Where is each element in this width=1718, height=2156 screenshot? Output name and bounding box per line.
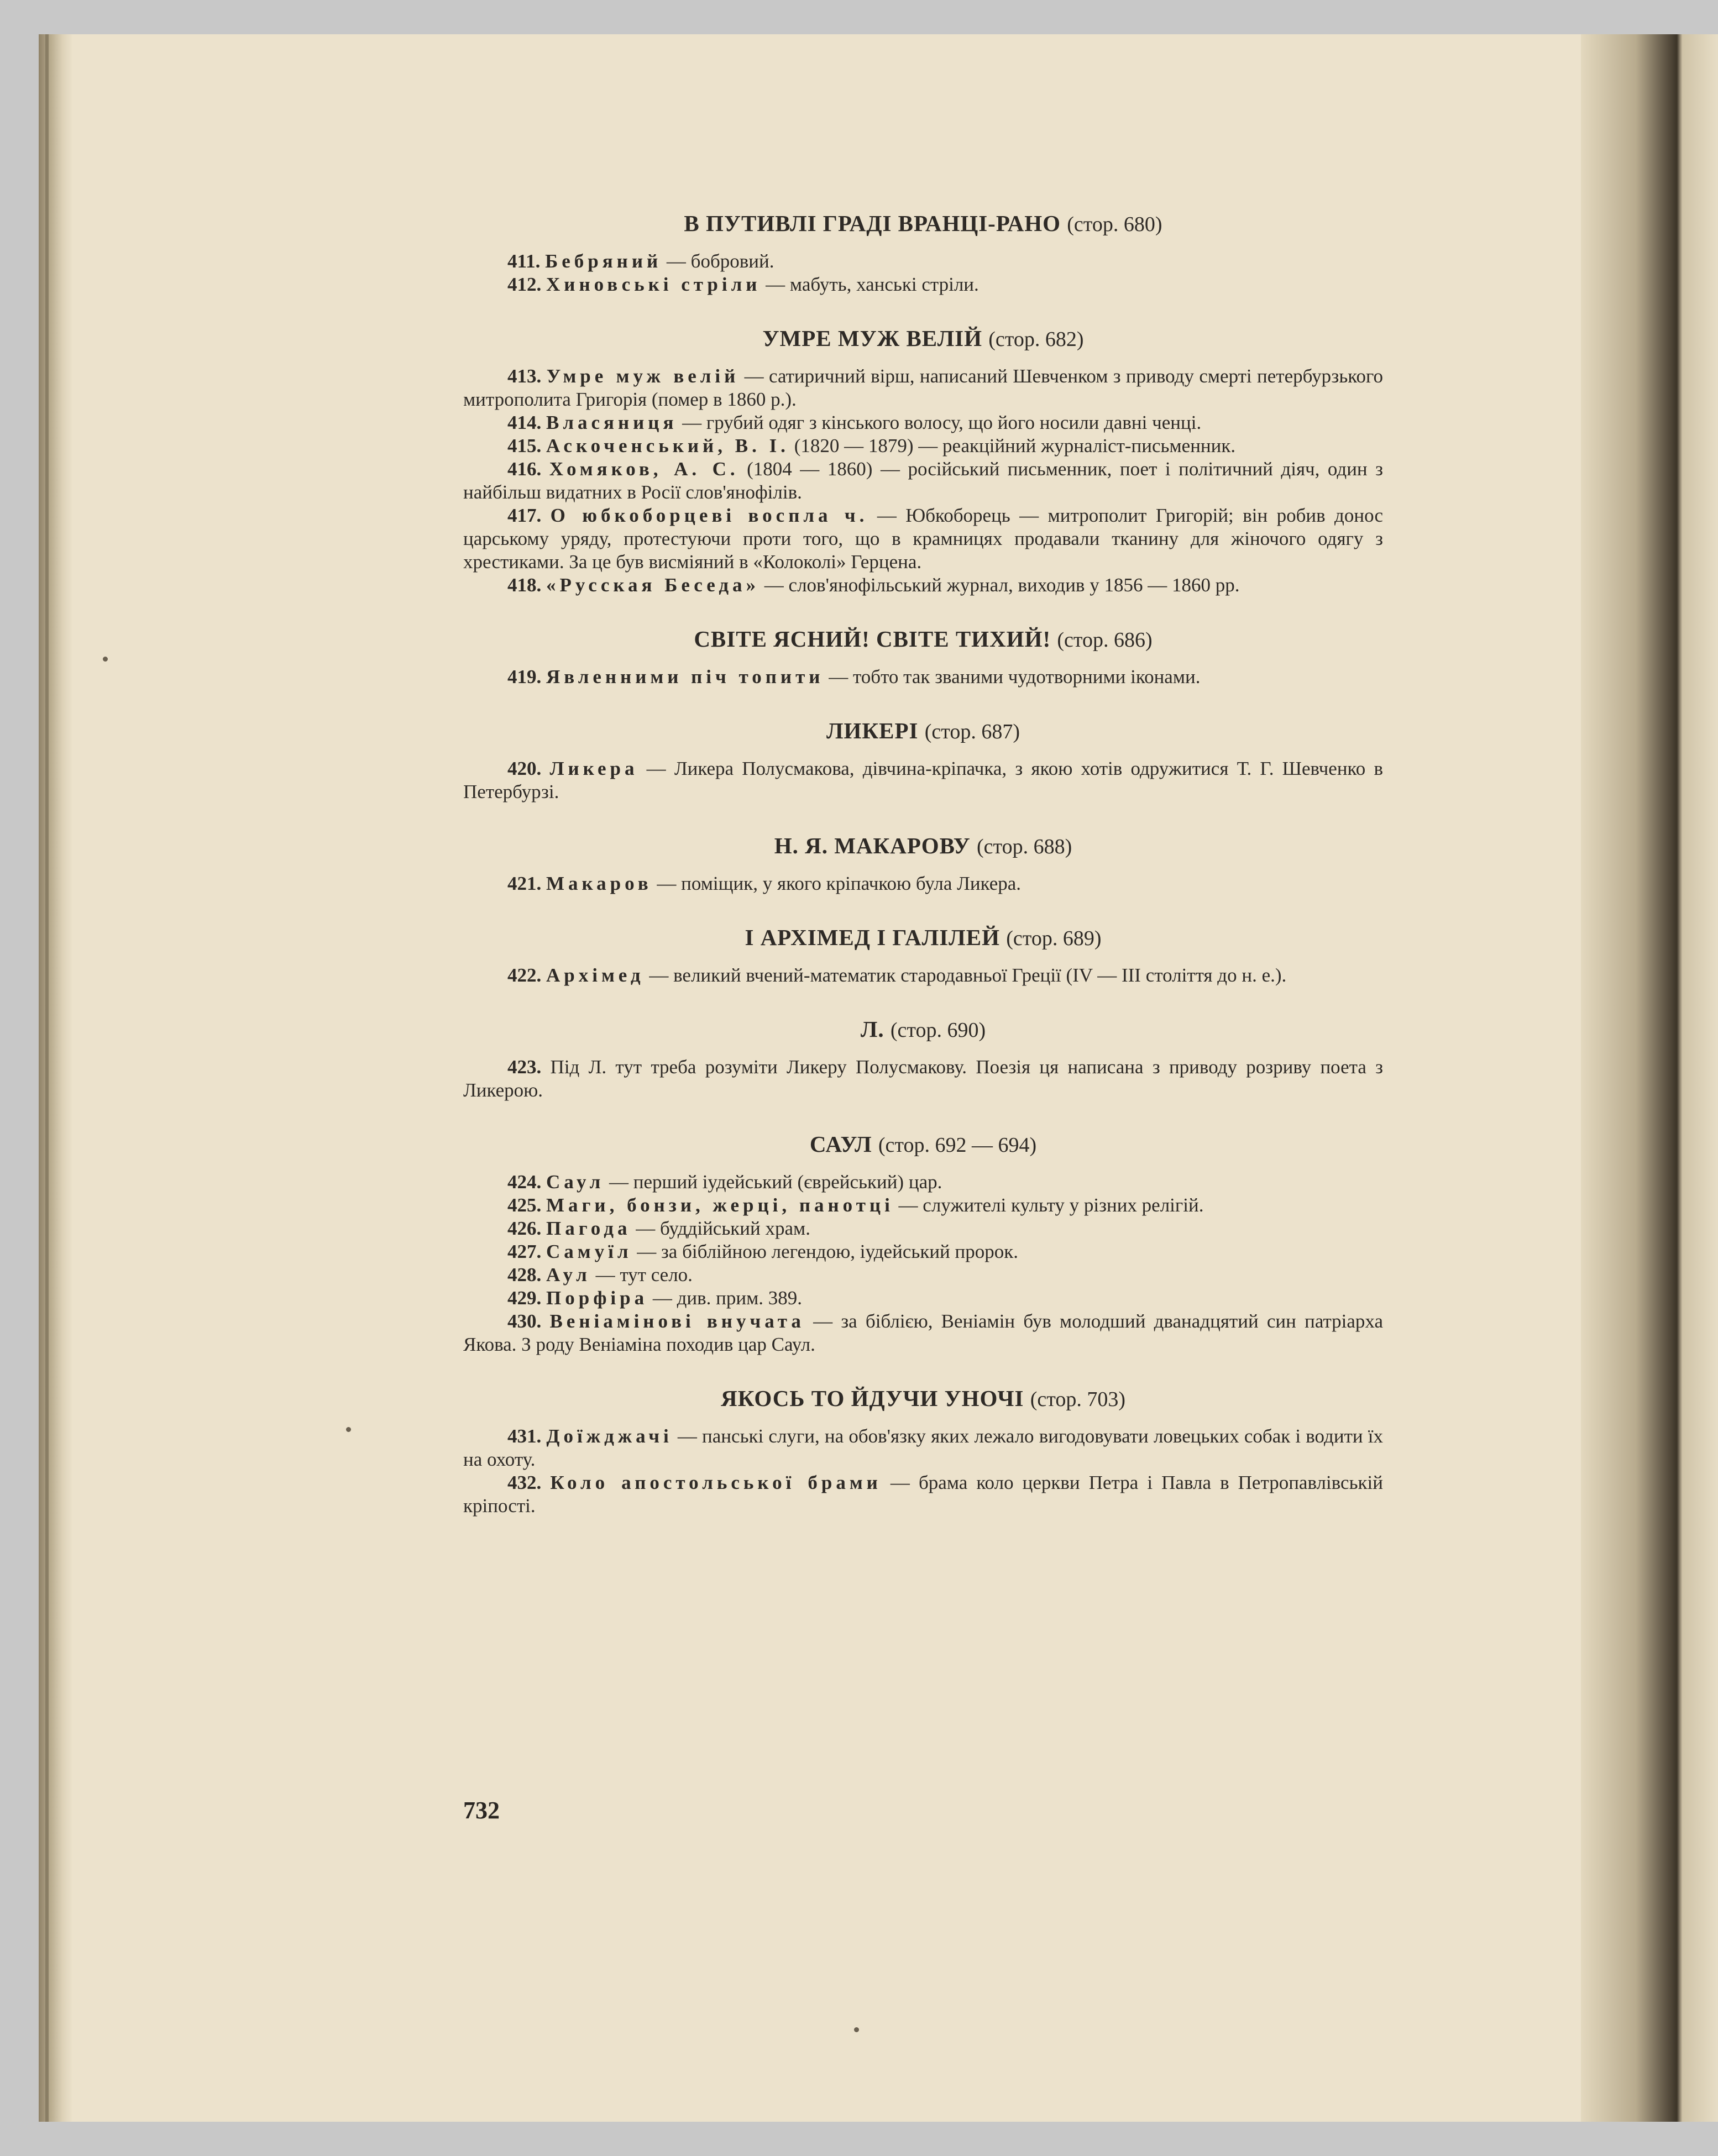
section-title: І АРХІМЕД І ГАЛІЛЕЙ [745, 925, 1000, 950]
section-page-ref: (стор. 687) [924, 720, 1020, 743]
section-page-ref: (стор. 692 — 694) [878, 1134, 1037, 1157]
notes-section [463, 210, 1383, 296]
footnote [463, 665, 1383, 689]
section-gap [463, 689, 1383, 717]
section-page-ref: (стор. 680) [1067, 213, 1162, 236]
section-heading [463, 1016, 1383, 1043]
footnote-number: 431. [507, 1425, 542, 1447]
footnote [463, 365, 1383, 411]
footnote-number: 414. [507, 412, 542, 433]
footnote-text: — Ликера Полусмакова, дівчина-кріпачка, з якою хотів одружитися Т. Г. Шевченко в Петербурзі. [463, 758, 1383, 802]
section-heading [463, 832, 1383, 860]
footnote-number: 425. [507, 1194, 542, 1216]
section-heading [463, 325, 1383, 353]
footnote-term: Макаров [546, 873, 652, 894]
notes-section [463, 832, 1383, 895]
footnote-number: 419. [507, 666, 542, 688]
section-gap [463, 987, 1383, 1016]
footnote-text: — тобто так званими чудотворними іконами. [824, 666, 1201, 688]
section-gap [463, 1102, 1383, 1131]
footnote-number: 417. [507, 505, 542, 526]
footnote-number: 428. [507, 1264, 542, 1286]
footnote [463, 504, 1383, 574]
binding-edge [45, 34, 49, 2122]
footnote-text: — буддійський храм. [631, 1218, 810, 1239]
footnote-term: Умре муж велій [546, 365, 740, 387]
footnote [463, 1263, 1383, 1287]
heading-gap [463, 1043, 1383, 1056]
footnote-term: Ликера [549, 758, 638, 779]
section-gap [463, 1356, 1383, 1385]
footnote-number: 420. [507, 758, 542, 779]
footnote-text: — див. прим. 389. [648, 1287, 803, 1309]
footnote [463, 872, 1383, 895]
footnote [463, 1194, 1383, 1217]
notes-page [463, 210, 1383, 1518]
footnote-number: 415. [507, 435, 542, 457]
section-gap [463, 597, 1383, 626]
footnote-term: Самуїл [546, 1241, 632, 1262]
footnote-text: — сатиричний вірш, написаний Шевченком з приводу смерті петербурзького митрополита Григорія (помер в 1860 р.). [463, 365, 1384, 410]
heading-gap [463, 860, 1383, 872]
section-gap [463, 296, 1383, 325]
section-page-ref: (стор. 703) [1030, 1388, 1125, 1411]
footnote-text: — бобровий. [662, 250, 774, 272]
book-gutter-shadow [1581, 34, 1718, 2122]
footnote [463, 273, 1383, 296]
footnote-text: — за біблійною легендою, іудейський пророк. [632, 1241, 1019, 1262]
section-title: СВІТЕ ЯСНИЙ! СВІТЕ ТИХИЙ! [694, 626, 1051, 652]
footnote-text: — Юбкоборець — митрополит Григорій; він робив донос царському уряду, протестуючи проти того, що в крамницях продавали тканину для жіночого одягу з хрестиками. За це був висміяний в «Колоколі» Герцена. [463, 505, 1384, 573]
page-number: 732 [463, 1797, 500, 1824]
paper-speck [346, 1427, 351, 1432]
heading-gap [463, 353, 1383, 365]
footnote-term: Архімед [546, 964, 645, 986]
section-page-ref: (стор. 686) [1057, 628, 1153, 652]
footnote [463, 757, 1383, 804]
footnote-text: — служителі культу у різних релігій. [893, 1194, 1204, 1216]
footnote [463, 1056, 1383, 1102]
footnote [463, 1287, 1383, 1310]
footnote-term: Хиновські стріли [546, 274, 761, 295]
section-page-ref: (стор. 689) [1006, 927, 1102, 950]
section-heading [463, 924, 1383, 952]
footnote-number: 413. [507, 365, 542, 387]
footnote-text: — тут село. [590, 1264, 693, 1286]
footnote [463, 1425, 1383, 1471]
footnote-number: 418. [507, 574, 542, 596]
footnote-text: — панські слуги, на обов'язку яких лежало вигодовувати ловецьких собак і водити їх на охоту. [463, 1425, 1383, 1470]
footnote-number: 424. [507, 1171, 542, 1193]
footnote-text: — за біблією, Веніамін був молодший дванадцятий син патріарха Якова. З роду Веніаміна походив цар Саул. [463, 1310, 1384, 1355]
heading-gap [463, 653, 1383, 665]
footnote [463, 1171, 1383, 1194]
footnote-term: Аул [546, 1264, 591, 1286]
footnote-number: 416. [507, 458, 542, 480]
section-page-ref: (стор. 690) [890, 1019, 986, 1042]
footnote [463, 1471, 1383, 1518]
section-page-ref: (стор. 682) [988, 328, 1084, 351]
paper-speck [103, 657, 108, 662]
section-title: САУЛ [809, 1131, 872, 1157]
footnote [463, 250, 1383, 273]
section-heading [463, 1385, 1383, 1413]
footnote-term: Порфіра [546, 1287, 648, 1309]
footnote-number: 412. [507, 274, 542, 295]
footnote-number: 411. [507, 250, 541, 272]
footnote [463, 1310, 1383, 1356]
footnote [463, 1240, 1383, 1263]
footnote-term: Доїжджачі [546, 1425, 673, 1447]
footnote-term: Бебряний [545, 250, 662, 272]
footnote-number: 429. [507, 1287, 542, 1309]
notes-section [463, 1016, 1383, 1102]
footnote-text: — мабуть, ханські стріли. [761, 274, 979, 295]
notes-section [463, 1385, 1383, 1518]
footnote-number: 421. [507, 873, 542, 894]
section-title: ЯКОСЬ ТО ЙДУЧИ УНОЧІ [721, 1386, 1024, 1411]
footnote [463, 411, 1383, 434]
footnote-term: Аскоченський, В. І. [546, 435, 789, 457]
footnote [463, 574, 1383, 597]
footnote-number: 427. [507, 1241, 542, 1262]
section-title: Н. Я. МАКАРОВУ [774, 833, 971, 858]
footnote-term: О юбкоборцеві воспла ч. [550, 505, 868, 526]
notes-section [463, 626, 1383, 689]
footnote-text: — поміщик, у якого кріпачкою була Ликера. [652, 873, 1022, 894]
heading-gap [463, 745, 1383, 757]
footnote-text: (1820 — 1879) — реакційний журналіст-письменник. [789, 435, 1236, 457]
footnote [463, 1217, 1383, 1240]
footnote-text: — грубий одяг з кінського волосу, що його носили давні ченці. [677, 412, 1202, 433]
footnote-term: Явленними піч топити [546, 666, 824, 688]
footnote-text: — перший іудейський (єврейський) цар. [604, 1171, 942, 1193]
section-heading [463, 210, 1383, 238]
footnote-term: Веніамінові внучата [549, 1310, 805, 1332]
notes-section [463, 1131, 1383, 1356]
section-gap [463, 804, 1383, 832]
footnote [463, 458, 1383, 504]
section-title: Л. [860, 1016, 884, 1042]
section-heading [463, 717, 1383, 745]
section-title: УМРЕ МУЖ ВЕЛІЙ [762, 326, 983, 351]
section-page-ref: (стор. 688) [976, 835, 1072, 858]
heading-gap [463, 1413, 1383, 1425]
footnote [463, 964, 1383, 987]
footnote [463, 434, 1383, 458]
footnote-number: 422. [507, 964, 542, 986]
footnote-term: Хомяков, А. С. [549, 458, 739, 480]
footnote-text: — великий вчений-математик стародавньої Греції (IV — III століття до н. е.). [644, 964, 1287, 986]
heading-gap [463, 1158, 1383, 1171]
footnote-term: Маги, бонзи, жерці, панотці [546, 1194, 894, 1216]
notes-section [463, 325, 1383, 597]
notes-section [463, 717, 1383, 804]
section-title: В ПУТИВЛІ ГРАДІ ВРАНЦІ-РАНО [684, 211, 1061, 236]
section-gap [463, 895, 1383, 924]
footnote-term: «Русская Беседа» [546, 574, 760, 596]
footnote-term: Саул [546, 1171, 605, 1193]
page-binding-shadow [39, 34, 73, 2122]
paper-speck [854, 2027, 859, 2032]
section-heading [463, 626, 1383, 653]
heading-gap [463, 238, 1383, 250]
footnote-term: Пагода [546, 1218, 631, 1239]
footnote-text: — брама коло церкви Петра і Павла в Петропавлівській кріпості. [463, 1472, 1383, 1517]
footnote-term: Власяниця [546, 412, 678, 433]
footnote-number: 423. [507, 1056, 542, 1078]
footnote-number: 426. [507, 1218, 542, 1239]
footnote-text: Під Л. тут треба розуміти Ликеру Полусмакову. Поезія ця написана з приводу розриву поета з Ликерою. [463, 1056, 1384, 1101]
notes-section [463, 924, 1383, 987]
footnote-term: Коло апостольської брами [550, 1472, 882, 1493]
footnote-text: (1804 — 1860) — російський письменник, поет і політичний діяч, один з найбільш видатних в Росії слов'янофілів. [463, 458, 1383, 503]
section-heading [463, 1131, 1383, 1158]
footnote-number: 430. [507, 1310, 542, 1332]
footnote-number: 432. [507, 1472, 542, 1493]
footnote-text: — слов'янофільський журнал, виходив у 1856 — 1860 рр. [760, 574, 1240, 596]
section-title: ЛИКЕРІ [826, 718, 919, 743]
heading-gap [463, 952, 1383, 964]
